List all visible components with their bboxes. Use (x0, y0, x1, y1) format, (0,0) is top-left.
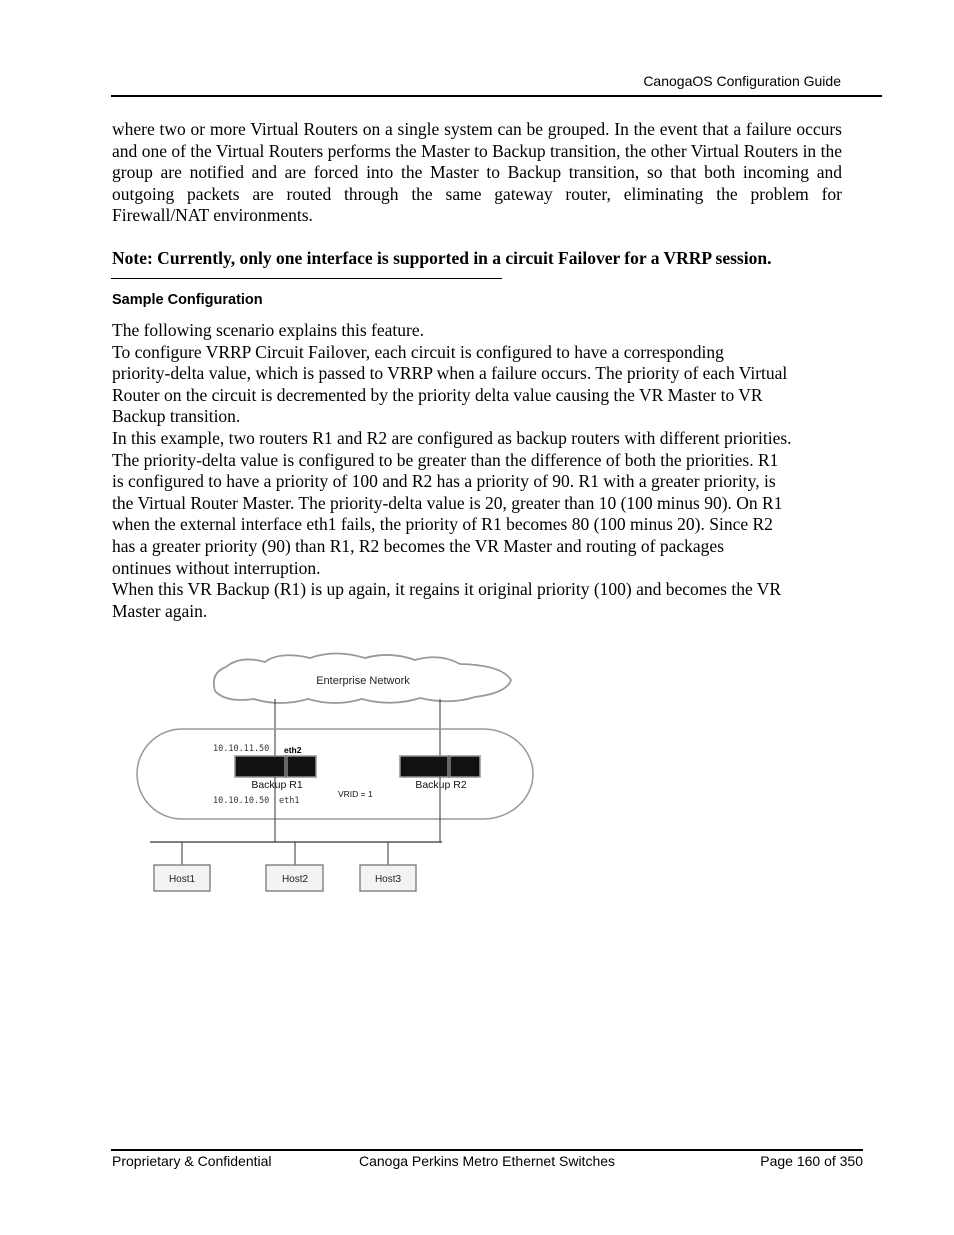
body-line: In this example, two routers R1 and R2 are configured as backup routers with different priorities. (112, 427, 792, 448)
footer-rule (111, 1149, 863, 1151)
r2-label: Backup R2 (415, 779, 467, 791)
body-line: has a greater priority (90) than R1, R2 becomes the VR Master and routing of packages (112, 535, 725, 556)
r1-label: Backup R1 (251, 779, 303, 791)
body-line: When this VR Backup (R1) is up again, it regains it original priority (100) and becomes the VR (112, 579, 782, 600)
r1-ip-top: 10.10.11.50 (213, 744, 270, 754)
section-body (112, 320, 842, 622)
host3-label: Host3 (374, 874, 402, 885)
vrid-label: VRID = 1 (338, 789, 373, 799)
enterprise-network-cloud (214, 654, 511, 704)
host1-label: Host1 (168, 874, 196, 885)
cloud-label: Enterprise Network (316, 675, 410, 687)
page-number: Page 160 of 350 (760, 1153, 863, 1169)
r1-ip-bottom: 10.10.10.50 (213, 796, 270, 806)
intro-paragraph: where two or more Virtual Routers on a single system can be grouped. In the event that a failure occurs and one of the Virtual Routers performs the Master to Backup transition, the other Virtual Routers in the group are notified and are forced into the Master to Backup transition, so that both incoming and outgoing packets are routed through the same gateway router, eliminating the problem for Firewall/NAT environments. (112, 119, 842, 226)
note-rule (111, 278, 502, 279)
body-line: Master again. (112, 600, 208, 621)
section-heading: Sample Configuration (112, 292, 263, 308)
body-line: is configured to have a priority of 100 and R2 has a priority of 90. R1 with a greater priority, is (112, 471, 776, 492)
body-line: priority-delta value, which is passed to VRRP when a failure occurs. The priority of each Virtual (112, 363, 788, 384)
router-r1 (235, 756, 316, 777)
body-line: when the external interface eth1 fails, the priority of R1 becomes 80 (100 minus 20). Since R2 (112, 514, 773, 535)
r1-interface-top: eth2 (284, 745, 302, 755)
body-line: Router on the circuit is decremented by the priority delta value causing the VR Master to VR (112, 384, 763, 405)
running-header: CanogaOS Configuration Guide (643, 73, 841, 89)
body-line: the Virtual Router Master. The priority-delta value is 20, greater than 10 (100 minus 90). On R1 (112, 492, 783, 513)
body-line: The following scenario explains this feature. (112, 320, 424, 340)
body-line: The priority-delta value is configured to be greater than the difference of both the priorities. R1 (112, 449, 779, 470)
body-line: Backup transition. (112, 406, 241, 427)
header-rule (111, 95, 882, 97)
footer-center: Canoga Perkins Metro Ethernet Switches (359, 1153, 616, 1169)
footer-left: Proprietary & Confidential (112, 1153, 272, 1169)
note-text: Note: Currently, only one interface is supported in a circuit Failover for a VRRP session. (112, 248, 772, 268)
body-line: ontinues without interruption. (112, 557, 321, 578)
r1-interface-bottom: eth1 (279, 796, 300, 806)
router-r2 (400, 756, 480, 777)
host2-label: Host2 (281, 874, 309, 885)
body-line: To configure VRRP Circuit Failover, each circuit is configured to have a corresponding (112, 341, 724, 362)
vrrp-topology-diagram (130, 645, 540, 900)
